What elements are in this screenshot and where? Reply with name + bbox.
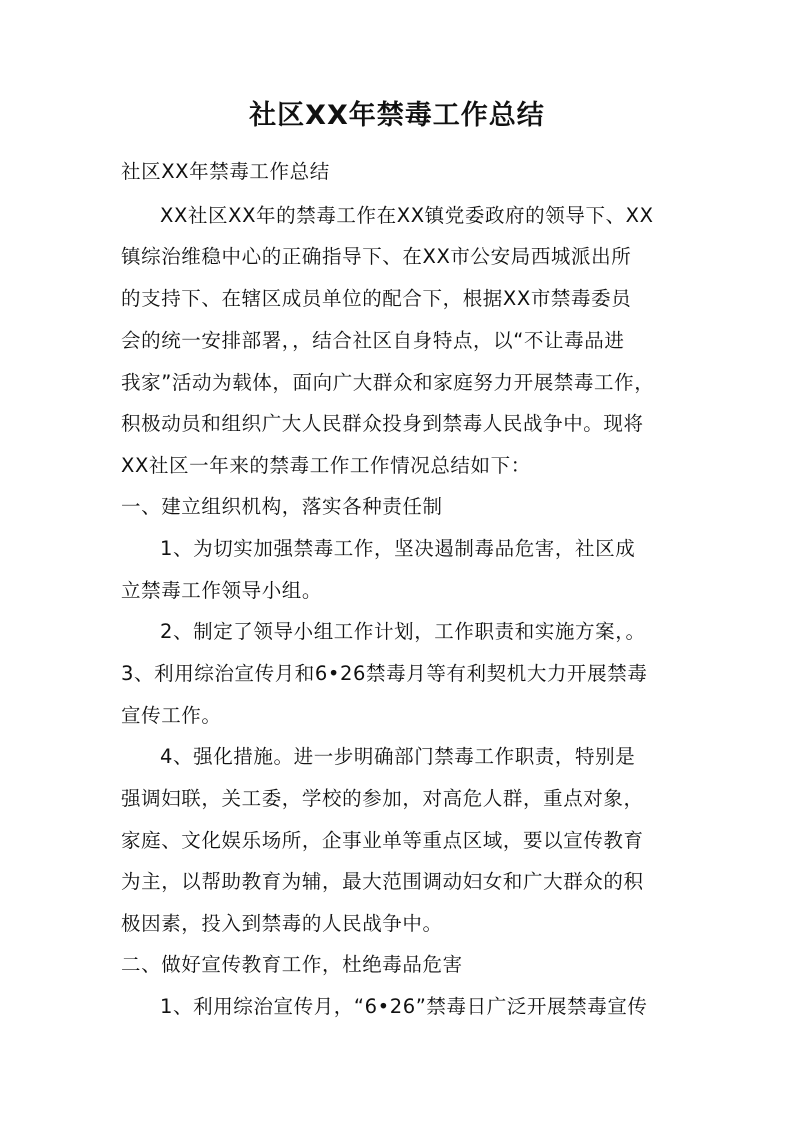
- paragraph-line: 会的统一安排部署，，结合社区自身特点，以“不让毒品进: [121, 329, 625, 352]
- paragraph-line: XX社区XX年的禁毒工作在XX镇党委政府的领导下、XX: [160, 204, 654, 227]
- list-item-line: 1、利用综治宣传月，“6•26”禁毒日广泛开展禁毒宣传: [160, 995, 648, 1018]
- list-item-line: 1、为切实加强禁毒工作，坚决遏制毒品危害，社区成: [160, 537, 636, 560]
- list-item-line: 立禁毒工作领导小组。: [121, 579, 323, 602]
- section-heading: 一、建立组织机构，落实各种责任制: [121, 495, 443, 518]
- paragraph-line: 的支持下、在辖区成员单位的配合下，根据XX市禁毒委员: [121, 287, 632, 310]
- list-item-line: 4、强化措施。进一步明确部门禁毒工作职责，特别是: [160, 745, 636, 768]
- list-item-line: 2、制定了领导小组工作计划，工作职责和实施方案，。: [160, 620, 646, 643]
- subtitle-line: 社区XX年禁毒工作总结: [121, 160, 330, 183]
- document-title: 社区XX年禁毒工作总结: [249, 100, 545, 131]
- list-item-line: 为主，以帮助教育为辅，最大范围调动妇女和广大群众的积: [121, 870, 644, 893]
- list-item-line: 3、利用综治宣传月和6•26禁毒月等有利契机大力开展禁毒: [121, 662, 648, 685]
- list-item-line: 家庭、文化娱乐场所，企事业单等重点区域，要以宣传教育: [121, 829, 644, 852]
- paragraph-line: XX社区一年来的禁毒工作工作情况总结如下：: [121, 454, 531, 477]
- list-item-line: 宣传工作。: [121, 704, 222, 727]
- section-heading: 二、做好宣传教育工作，杜绝毒品危害: [121, 953, 463, 976]
- list-item-line: 强调妇联，关工委，学校的参加，对高危人群，重点对象，: [121, 787, 644, 810]
- list-item-line: 极因素，投入到禁毒的人民战争中。: [121, 912, 443, 935]
- paragraph-line: 积极动员和组织广大人民群众投身到禁毒人民战争中。现将: [121, 412, 644, 435]
- paragraph-line: 我家”活动为载体，面向广大群众和家庭努力开展禁毒工作，: [121, 371, 655, 394]
- paragraph-line: 镇综治维稳中心的正确指导下、在XX市公安局西城派出所: [121, 245, 632, 268]
